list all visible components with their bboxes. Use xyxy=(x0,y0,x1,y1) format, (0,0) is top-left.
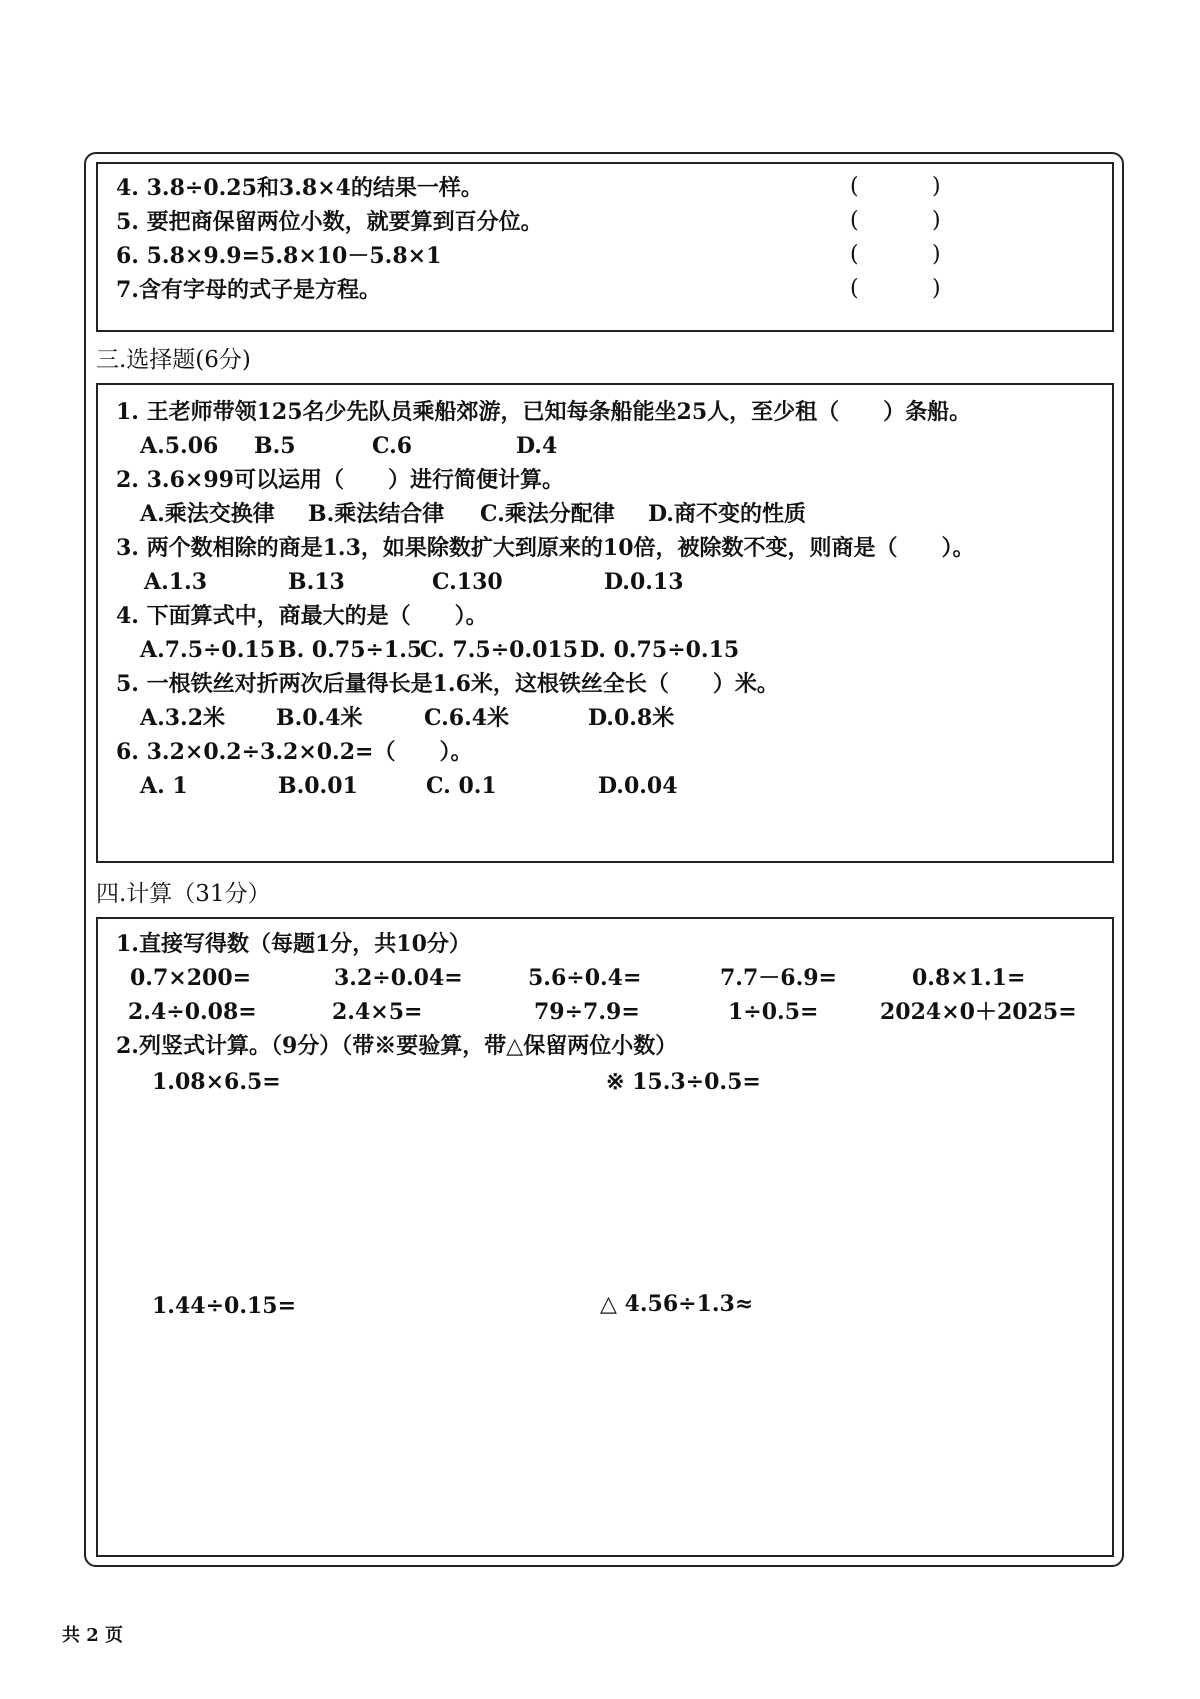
choice-option: A. 1 xyxy=(140,773,188,799)
choice-q1: 1. 王老师带领125名少先队员乘船郊游，已知每条船能坐25人，至少租（ ）条船。 xyxy=(116,399,972,425)
choice-q5: 5. 一根铁丝对折两次后量得长是1.6米，这根铁丝全长（ ）米。 xyxy=(116,671,779,697)
oral-calc-item: 5.6÷0.4= xyxy=(528,965,642,991)
vertical-calc-item: △ 4.56÷1.3≈ xyxy=(600,1291,754,1317)
vertical-calc-item: 1.44÷0.15= xyxy=(152,1293,297,1319)
answer-paren-close: ) xyxy=(932,208,941,233)
oral-calc-item: 2024×0＋2025= xyxy=(880,999,1077,1025)
judge-item-6: 6. 5.8×9.9=5.8×10－5.8×1 xyxy=(116,243,442,269)
oral-calc-item: 0.7×200= xyxy=(130,965,252,991)
answer-paren-open: ( xyxy=(850,208,859,233)
choice-option: D.0.04 xyxy=(598,773,678,799)
answer-paren-open: ( xyxy=(850,276,859,301)
choice-option: D. 0.75÷0.15 xyxy=(580,637,740,663)
choice-option: D.0.8米 xyxy=(588,705,675,731)
choice-option: D.商不变的性质 xyxy=(648,501,806,527)
choice-option: C.乘法分配律 xyxy=(480,501,615,527)
choice-option: B.13 xyxy=(288,569,345,595)
answer-paren-open: ( xyxy=(850,242,859,267)
judge-item-7: 7.含有字母的式子是方程。 xyxy=(116,277,381,303)
oral-calc-item: 7.7－6.9= xyxy=(720,965,837,991)
choice-option: D.4 xyxy=(516,433,558,459)
answer-paren-close: ) xyxy=(932,276,941,301)
vertical-calc-item: 1.08×6.5= xyxy=(152,1069,281,1095)
choice-option: A.1.3 xyxy=(144,569,208,595)
section-title-calc: 四.计算（31分） xyxy=(96,881,271,907)
judge-item-4: 4. 3.8÷0.25和3.8×4的结果一样。 xyxy=(116,175,483,201)
choice-q6: 6. 3.2×0.2÷3.2×0.2=（ ）。 xyxy=(116,739,473,765)
vertical-calc-item: ※ 15.3÷0.5= xyxy=(606,1069,761,1095)
oral-calc-item: 2.4×5= xyxy=(332,999,423,1025)
oral-calc-item: 1÷0.5= xyxy=(728,999,819,1025)
choice-option: B.0.01 xyxy=(278,773,358,799)
choice-option: A.乘法交换律 xyxy=(140,501,275,527)
choice-option: A.7.5÷0.15 xyxy=(140,637,276,663)
oral-calc-item: 0.8×1.1= xyxy=(912,965,1026,991)
choice-option: C.130 xyxy=(432,569,503,595)
answer-paren-close: ) xyxy=(932,174,941,199)
answer-paren-close: ) xyxy=(932,242,941,267)
page-footer: 共 2 页 xyxy=(62,1625,124,1646)
answer-paren-open: ( xyxy=(850,174,859,199)
choice-option: A.5.06 xyxy=(140,433,219,459)
choice-option: B.0.4米 xyxy=(276,705,363,731)
choice-option: B.乘法结合律 xyxy=(308,501,445,527)
choice-q2: 2. 3.6×99可以运用（ ）进行简便计算。 xyxy=(116,467,564,493)
calc-sub-vertical: 2.列竖式计算。（9分）（带※要验算，带△保留两位小数） xyxy=(116,1033,678,1059)
choice-q3: 3. 两个数相除的商是1.3，如果除数扩大到原来的10倍，被除数不变，则商是（ ）。 xyxy=(116,535,975,561)
choice-option: B. 0.75÷1.5 xyxy=(278,637,423,663)
oral-calc-item: 2.4÷0.08= xyxy=(128,999,257,1025)
judge-item-5: 5. 要把商保留两位小数，就要算到百分位。 xyxy=(116,209,543,235)
choice-option: B.5 xyxy=(254,433,296,459)
choice-option: D.0.13 xyxy=(604,569,684,595)
section-title-choice: 三.选择题(6分) xyxy=(96,347,251,373)
choice-option: C.6.4米 xyxy=(424,705,510,731)
choice-option: C. 0.1 xyxy=(426,773,497,799)
choice-option: C. 7.5÷0.015 xyxy=(420,637,579,663)
oral-calc-item: 79÷7.9= xyxy=(534,999,640,1025)
oral-calc-item: 3.2÷0.04= xyxy=(334,965,463,991)
choice-option: A.3.2米 xyxy=(140,705,226,731)
choice-q4: 4. 下面算式中，商最大的是（ ）。 xyxy=(116,603,488,629)
choice-option: C.6 xyxy=(372,433,413,459)
calc-sub-direct: 1.直接写得数（每题1分，共10分） xyxy=(116,931,471,957)
